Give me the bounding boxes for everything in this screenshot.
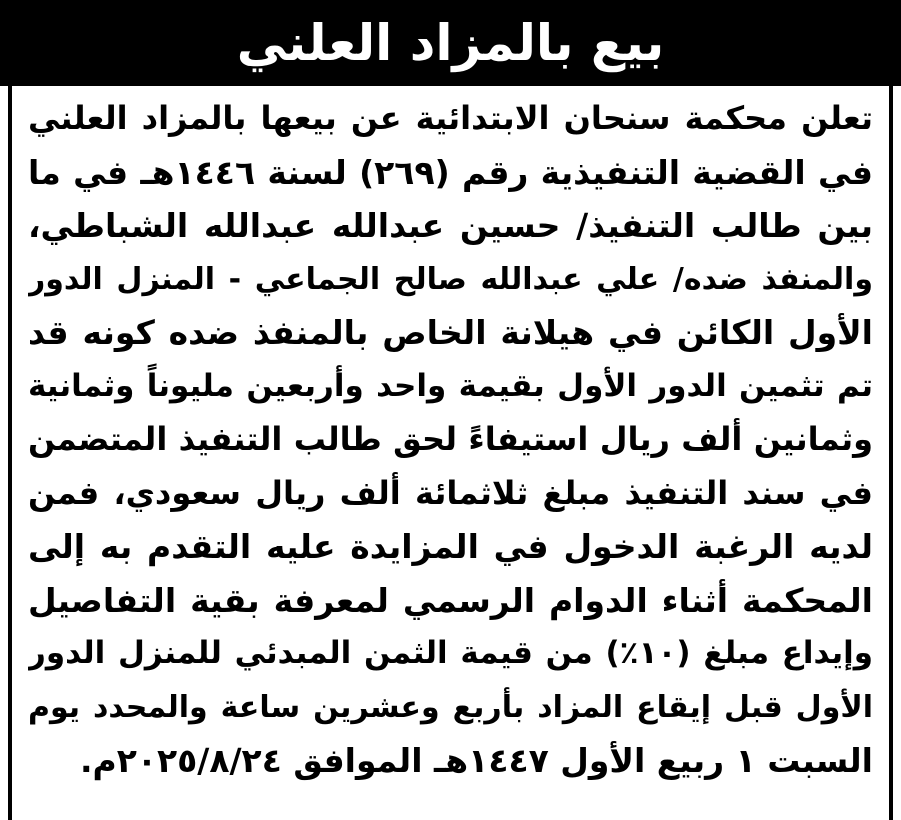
body-line: تعلن محكمة سنحان الابتدائية عن بيعها بالمزاد العلني (28, 99, 873, 137)
notice-title: بيع بالمزاد العلني (236, 14, 665, 72)
title-banner (0, 0, 901, 86)
body-line: وإيداع مبلغ (١٠٪) من قيمة الثمن المبدئي للمنزل الدور (28, 635, 873, 671)
body-line: تم تثمين الدور الأول بقيمة واحد وأربعين مليوناً وثمانية (28, 367, 873, 404)
body-line: المحكمة أثناء الدوام الرسمي لمعرفة بقية التفاصيل (28, 580, 873, 620)
body-line: في القضية التنفيذية رقم (٢٦٩) لسنة ١٤٤٦هـ في ما (28, 152, 873, 192)
notice-body (28, 92, 873, 788)
body-line: السبت ١ ربيع الأول ١٤٤٧هـ الموافق ٢٠٢٥/٨/٢٤م. (80, 741, 873, 780)
body-line: الأول قبل إيقاع المزاد بأربع وعشرين ساعة والمحدد يوم (28, 689, 873, 725)
body-line: الأول الكائن في هيلانة الخاص بالمنفذ ضده كونه قد (28, 313, 873, 352)
body-line: وثمانين ألف ريال استيفاءً لحق طالب التنفيذ المتضمن (28, 420, 873, 458)
body-line: لديه الرغبة الدخول في المزايدة عليه التقدم به إلى (28, 527, 873, 566)
body-line: بين طالب التنفيذ/ حسين عبدالله عبدالله الشباطي، (28, 206, 873, 245)
body-line: والمنفذ ضده/ علي عبدالله صالح الجماعي - المنزل الدور (28, 261, 873, 297)
body-line: في سند التنفيذ مبلغ ثلاثمائة ألف ريال سعودي، فمن (28, 473, 873, 512)
